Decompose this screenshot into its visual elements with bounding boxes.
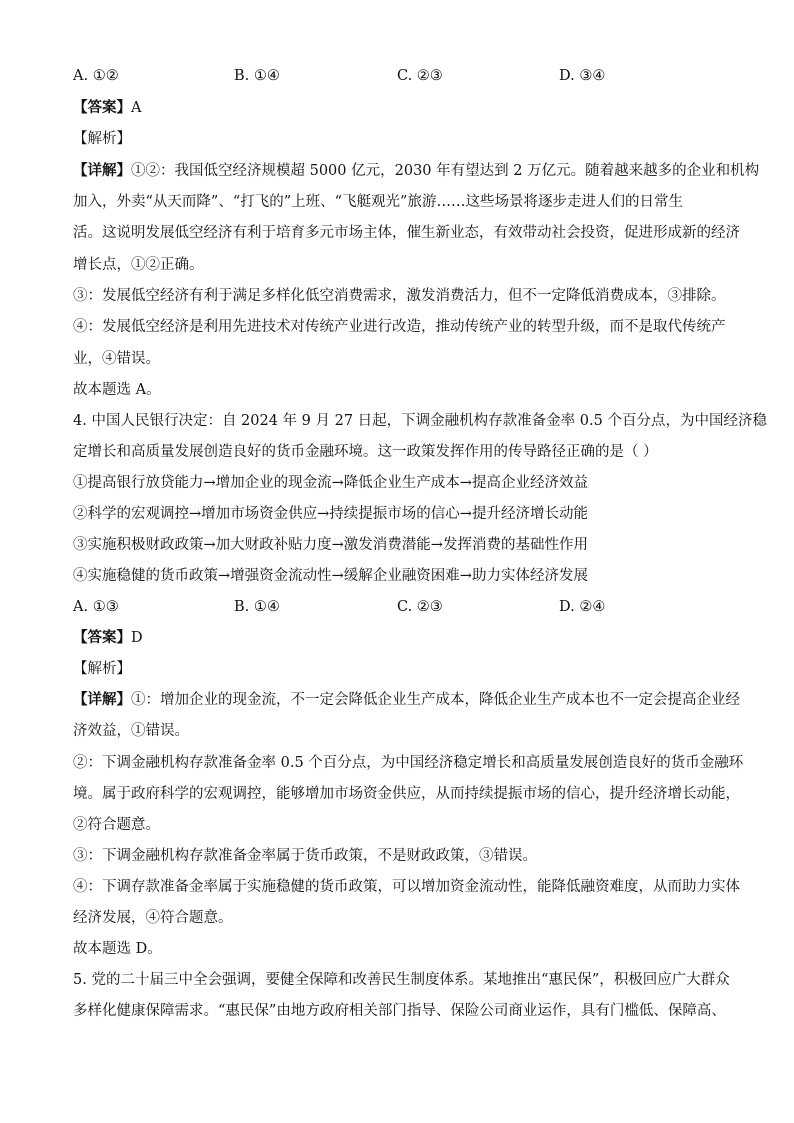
- q3-detail-line: ④：发展低空经济是利用先进技术对传统产业进行改造，推动传统产业的转型升级，而不是取代传统产: [73, 319, 726, 335]
- q3-detail-line: 活。这说明发展低空经济有利于培育多元市场主体，催生新业态，有效带动社会投资，促进形成新的经济: [73, 225, 740, 241]
- q3-detail-line: 增长点，①②正确。: [73, 257, 204, 273]
- q4-analysis-label: 【解析】: [73, 661, 131, 677]
- q4-stem-line: 4. 中国人民银行决定：自 2024 年 9 月 27 日起，下调金融机构存款准备金率 0.5 个百分点，为中国经济稳: [73, 413, 767, 429]
- answer-value: D: [131, 630, 143, 646]
- q4-option-a: A. ①③: [73, 599, 119, 615]
- answer-label: 【答案】: [73, 629, 131, 646]
- answer-value: A: [131, 100, 142, 116]
- q4-options: [73, 597, 733, 617]
- q4-statement-3: ③实施积极财政政策→加大财政补贴力度→激发消费潜能→发挥消费的基础性作用: [73, 537, 588, 553]
- q4-answer: [73, 628, 733, 648]
- q3-detail-line: 故本题选 A。: [73, 382, 161, 398]
- q3-option-b: B. ①④: [234, 68, 280, 84]
- q4-option-d: D. ②④: [559, 599, 606, 615]
- q3-detail-line: 业，④错误。: [73, 351, 160, 367]
- q4-detail-line: 【详解】①：增加企业的现金流，不一定会降低企业生产成本，降低企业生产成本也不一定会提高企业经: [73, 691, 740, 708]
- q4-statement-1: ①提高银行放贷能力→增加企业的现金流→降低企业生产成本→提高企业经济效益: [73, 475, 588, 491]
- q4-option-b: B. ①④: [234, 599, 280, 615]
- q4-detail-line: ②符合题意。: [73, 817, 160, 833]
- detail-label: 【详解】: [73, 691, 131, 708]
- answer-label: 【答案】: [73, 99, 131, 116]
- detail-label: 【详解】: [73, 162, 131, 179]
- q4-detail-line: 故本题选 D。: [73, 941, 162, 957]
- q3-detail-line: 加入，外卖“从天而降”、“打飞的”上班、“飞艇观光”旅游……这些场景将逐步走进人们的日常生: [73, 194, 683, 210]
- q4-statement-4: ④实施稳健的货币政策→增强资金流动性→缓解企业融资困难→助力实体经济发展: [73, 568, 588, 584]
- q3-option-a: A. ①②: [73, 68, 119, 84]
- q4-detail-line: 济效益，①错误。: [73, 723, 189, 739]
- q4-detail-line: 境。属于政府科学的宏观调控，能够增加市场资金供应，从而持续提振市场的信心，提升经济增长动能，: [73, 786, 740, 802]
- q3-detail-line: 【详解】①②：我国低空经济规模超 5000 亿元，2030 年有望达到 2 万亿元。随着越来越多的企业和机构: [73, 162, 760, 179]
- q4-option-c: C. ②③: [397, 599, 443, 615]
- q4-stem-line: 定增长和高质量发展创造良好的货币金融环境。这一政策发挥作用的传导路径正确的是（ ）: [73, 444, 658, 460]
- q4-detail-line: ②：下调金融机构存款准备金率 0.5 个百分点，为中国经济稳定增长和高质量发展创造良好的货币金融环: [73, 755, 744, 771]
- q4-detail-line: 经济发展，④符合题意。: [73, 910, 233, 926]
- q3-detail-line: ③：发展低空经济有利于满足多样化低空消费需求，激发消费活力，但不一定降低消费成本，③排除。: [73, 288, 726, 304]
- q5-stem-line: 5. 党的二十届三中全会强调，要健全保障和改善民生制度体系。某地推出“惠民保”，积极回应广大群众: [73, 972, 730, 988]
- q4-detail-line: ④：下调存款准备金率属于实施稳健的货币政策，可以增加资金流动性，能降低融资难度，从而助力实体: [73, 879, 740, 895]
- q5-stem-line: 多样化健康保障需求。“惠民保”由地方政府相关部门指导、保险公司商业运作，具有门槛低、保障高、: [73, 1003, 726, 1019]
- q3-option-d: D. ③④: [559, 68, 606, 84]
- q3-analysis-label: 【解析】: [73, 131, 131, 147]
- q3-options: [73, 66, 733, 86]
- q4-statement-2: ②科学的宏观调控→增加市场资金供应→持续提振市场的信心→提升经济增长动能: [73, 506, 588, 522]
- q3-option-c: C. ②③: [397, 68, 443, 84]
- q4-detail-line: ③：下调金融机构存款准备金率属于货币政策，不是财政政策，③错误。: [73, 848, 537, 864]
- q3-answer: [73, 98, 733, 118]
